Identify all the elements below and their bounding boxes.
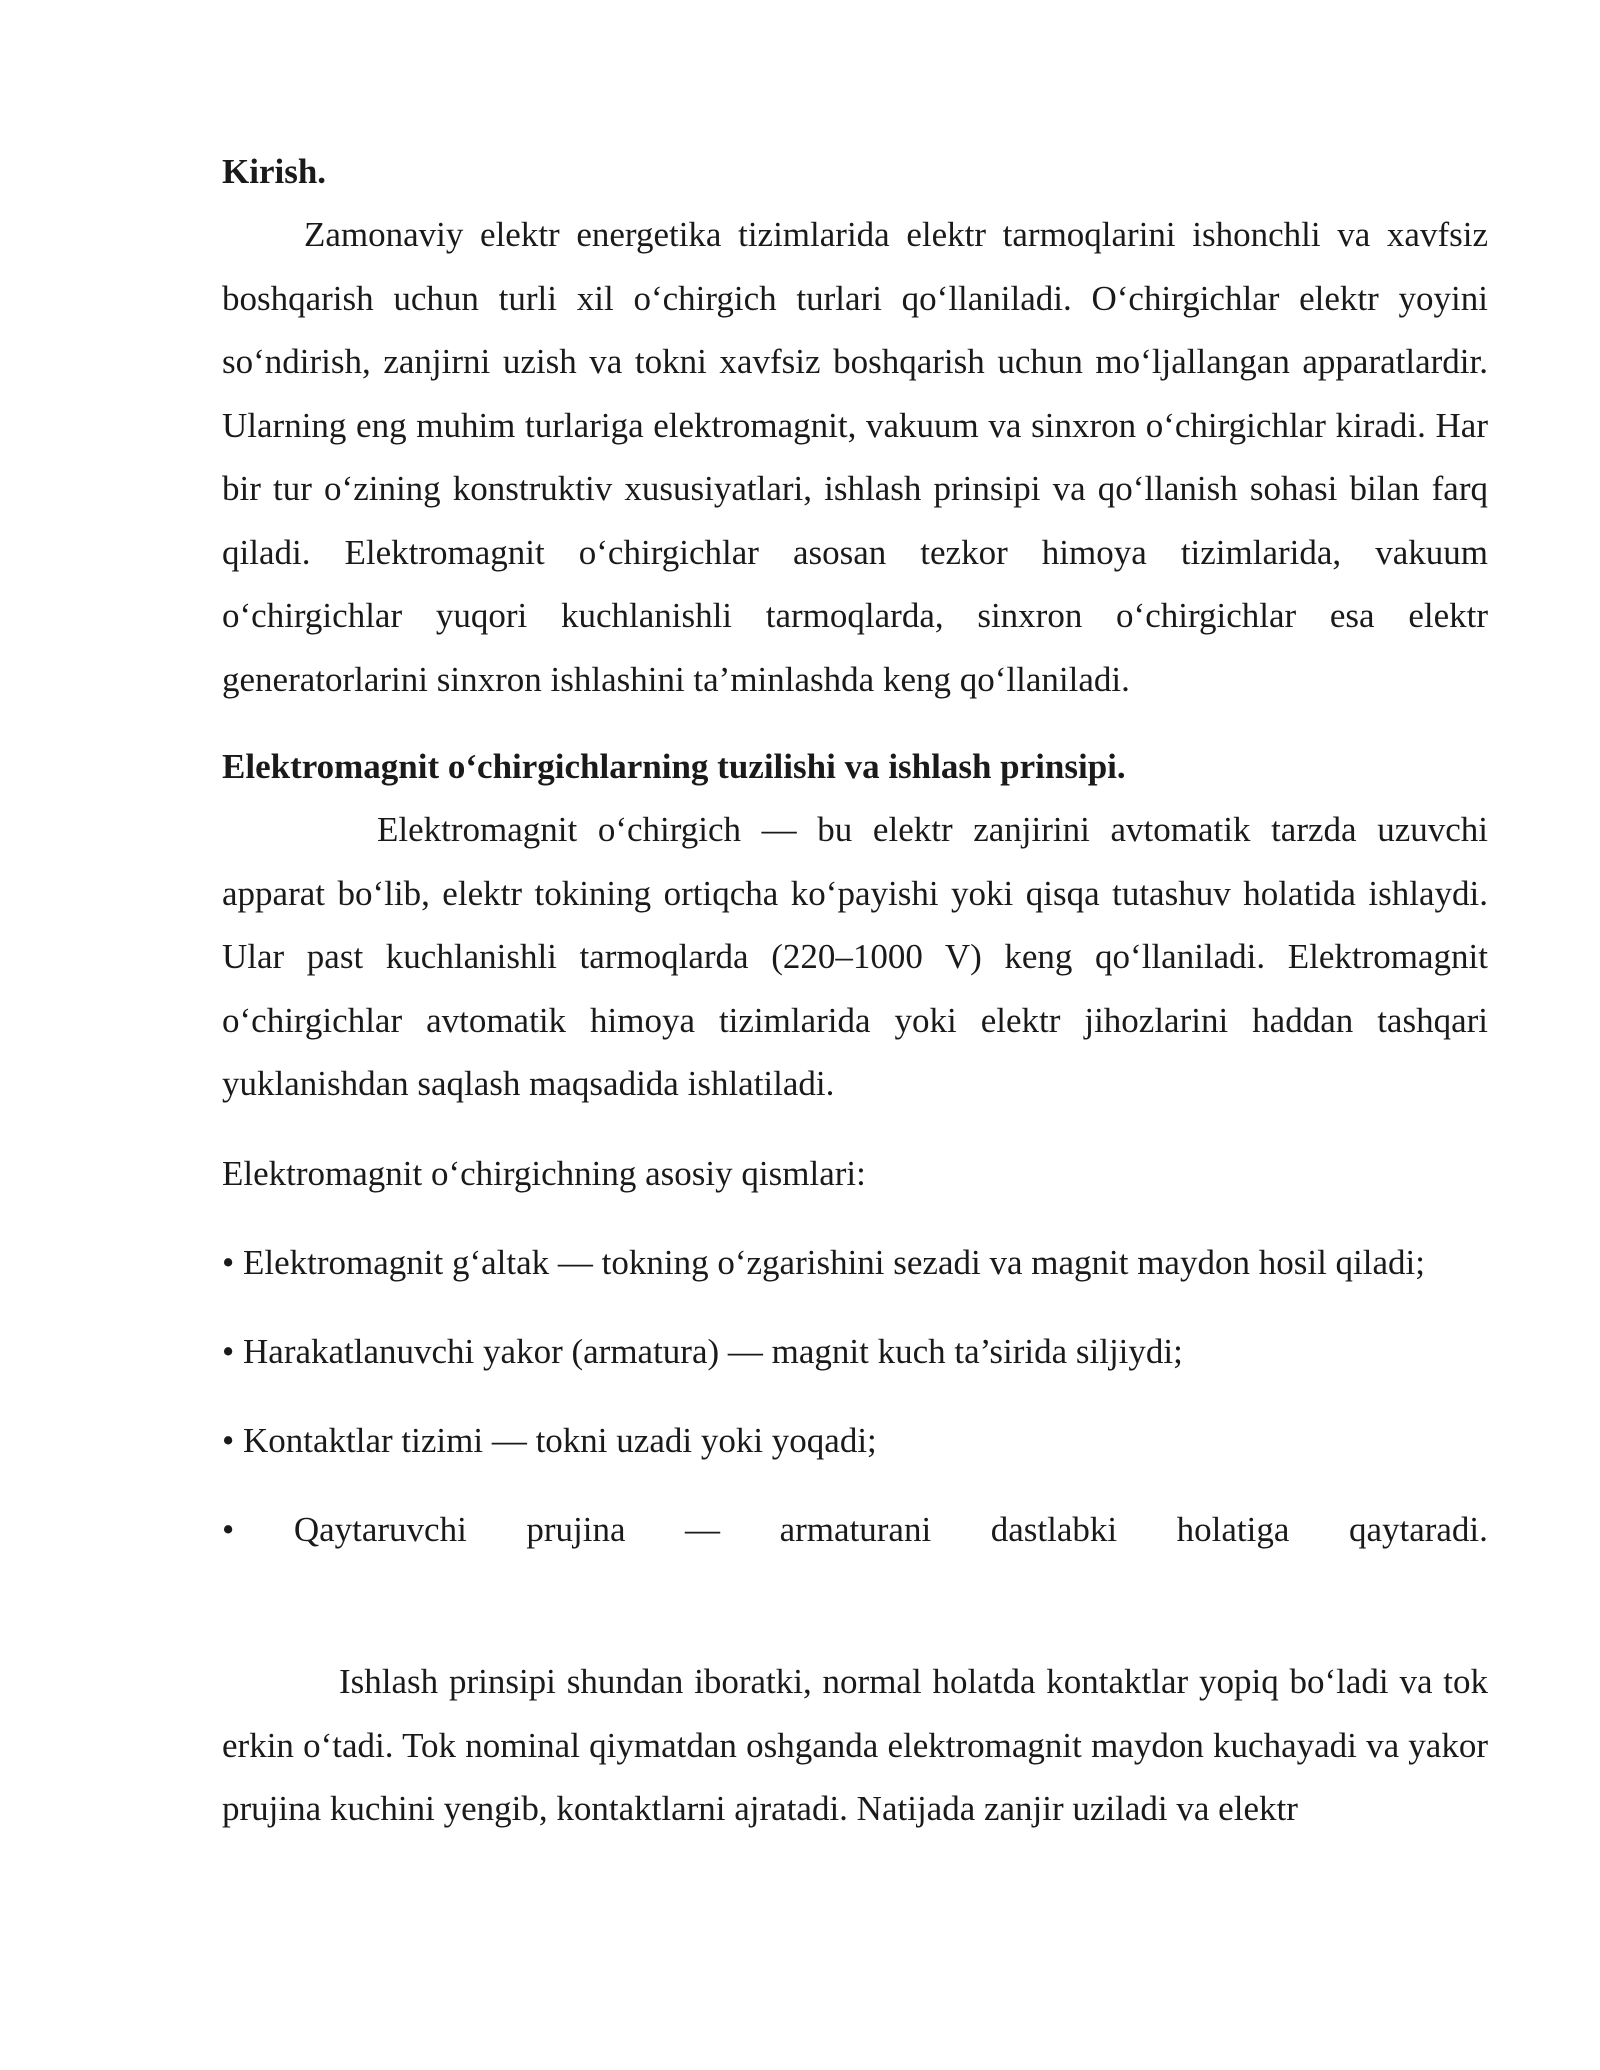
section-paragraph: Elektromagnit o‘chirgich — bu elektr zanjirini avtomatik tarzda uzuvchi apparat bo‘lib, elektr tokining ortiqcha ko‘payishi yoki qisqa tutashuv holatida ishlaydi. Ular past kuchlanishli tarmoqlarda (220–1000 V) keng qo‘llaniladi. Elektromagnit o‘chirgichlar avtomatik himoya tizimlarida yoki elektr jihozlarini haddan tashqari yuklanishdan saqlash maqsadida ishlatiladi. bbox=[222, 810, 1488, 1103]
list-item-justified bbox=[222, 1498, 1488, 1561]
parts-title: Elektromagnit o‘chirgichning asosiy qismlari: bbox=[222, 1153, 866, 1193]
principle-paragraph: Ishlash prinsipi shundan iboratki, normal holatda kontaktlar yopiq bo‘ladi va tok erkin o‘tadi. Tok nominal qiymatdan oshganda elektromagnit maydon kuchayadi va yakor prujina kuchini yengib, kontaktlarni ajratadi. Natijada zanjir uziladi va elektr bbox=[222, 1662, 1488, 1828]
document-page bbox=[222, 140, 1488, 1841]
intro-paragraph: Zamonaviy elektr energetika tizimlarida elektr tarmoqlarini ishonchli va xavfsiz boshqarish uchun turli xil o‘chirgich turlari qo‘llaniladi. O‘chirgichlar elektr yoyini so‘ndirish, zanjirni uzish va tokni xavfsiz boshqarish uchun mo‘ljallangan apparatlardir. Ularning eng muhim turlariga elektromagnit, vakuum va sinxron o‘chirgichlar kiradi. Har bir tur o‘zining konstruktiv xususiyatlari, ishlash prinsipi va qo‘llanish sohasi bilan farq qiladi. Elektromagnit o‘chirgichlar asosan tezkor himoya tizimlarida, vakuum o‘chirgichlar yuqori kuchlanishli tarmoqlarda, sinxron o‘chirgichlar esa elektr generatorlarini sinxron ishlashini ta’minlashda keng qo‘llaniladi. bbox=[222, 215, 1488, 699]
bullet-word: qaytaradi. bbox=[1348, 1510, 1488, 1549]
bullet-word: armaturani bbox=[779, 1510, 932, 1549]
intro-heading: Kirish. bbox=[222, 152, 327, 191]
list-item: • Elektromagnit g‘altak — tokning o‘zgarishini sezadi va magnit maydon hosil qiladi; bbox=[222, 1243, 1425, 1282]
bullet-word: Qaytaruvchi bbox=[293, 1510, 467, 1549]
section-heading: Elektromagnit o‘chirgichlarning tuzilishi va ishlash prinsipi. bbox=[222, 747, 1126, 786]
bullet-word: dastlabki bbox=[990, 1510, 1118, 1549]
bullet-marker: • bbox=[222, 1510, 235, 1549]
bullet-word: holatiga bbox=[1176, 1510, 1290, 1549]
bullet-word: prujina bbox=[526, 1510, 626, 1549]
list-item: • Harakatlanuvchi yakor (armatura) — magnit kuch ta’sirida siljiydi; bbox=[222, 1332, 1183, 1371]
bullet-word: — bbox=[685, 1510, 721, 1549]
list-item: • Kontaktlar tizimi — tokni uzadi yoki yoqadi; bbox=[222, 1421, 877, 1460]
